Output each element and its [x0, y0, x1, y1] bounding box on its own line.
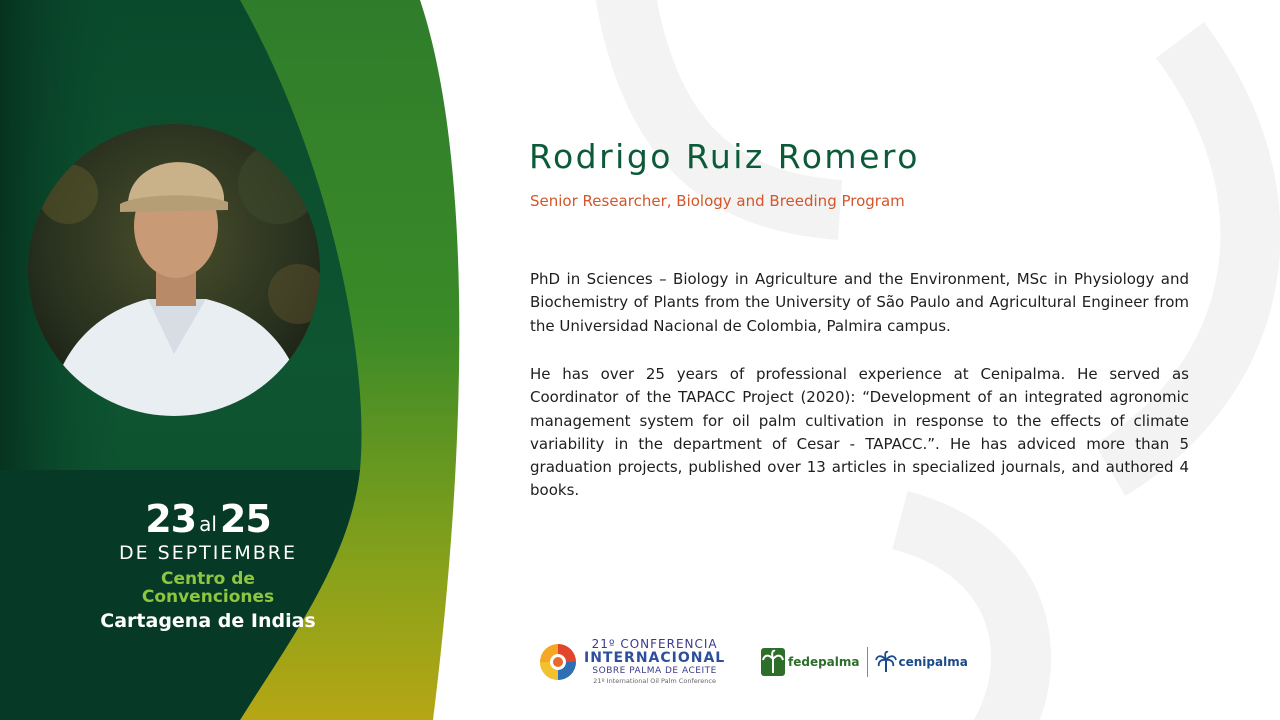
venue-line-1: Centro de — [161, 569, 255, 589]
speaker-photo — [28, 124, 320, 416]
event-city: Cartagena de Indias — [100, 610, 316, 632]
fedepalma-wordmark: fedepalma — [788, 655, 860, 669]
date-range — [80, 497, 336, 541]
speaker-role: Senior Researcher, Biology and Breeding Program — [530, 192, 905, 210]
speaker-name: Rodrigo Ruiz Romero — [529, 137, 920, 176]
logo-divider — [867, 647, 868, 677]
cenipalma-wordmark: cenipalma — [898, 655, 968, 669]
fedepalma-logo — [760, 647, 860, 677]
event-date-block — [80, 497, 336, 632]
start-day: 23 — [145, 497, 197, 541]
conference-edition: 21º CONFERENCIA — [591, 637, 718, 651]
end-day: 25 — [219, 497, 271, 541]
venue-line-2: Convenciones — [141, 587, 275, 607]
bio-paragraph-experience: He has over 25 years of professional experience at Cenipalma. He served as Coordinator of the TAPACC Project (2020): “Development of an integrated agronomic management system for oil palm cultivation in response to the effects of climate variability in the department of Cesar - TAPACC.”. He has adviced more than 5 graduation projects, published over 13 articles in specialized journals, and authored 4 books. — [530, 365, 1189, 500]
conference-english-name: 21º International Oil Palm Conference — [593, 677, 716, 685]
sun-swirl-logo-icon — [538, 642, 578, 682]
palm-fan-logo-icon — [875, 650, 897, 674]
conference-subject: SOBRE PALMA DE ACEITE — [592, 666, 717, 676]
conference-logo — [538, 636, 725, 688]
event-month: DE SEPTIEMBRE — [118, 542, 298, 564]
conference-international: INTERNACIONAL — [584, 650, 726, 666]
partner-logos — [760, 644, 968, 680]
watermark-swirls — [620, 0, 1250, 720]
cenipalma-logo — [875, 650, 968, 674]
palm-tree-logo-icon — [760, 647, 786, 677]
bio-paragraph-education: PhD in Sciences – Biology in Agriculture and the Environment, MSc in Physiology and Biochemistry of Plants from the University of São Paulo and Agricultural Engineer from the Universidad Nacional de Colombia, Palmira campus. — [530, 270, 1189, 335]
date-connector: al — [199, 512, 217, 536]
